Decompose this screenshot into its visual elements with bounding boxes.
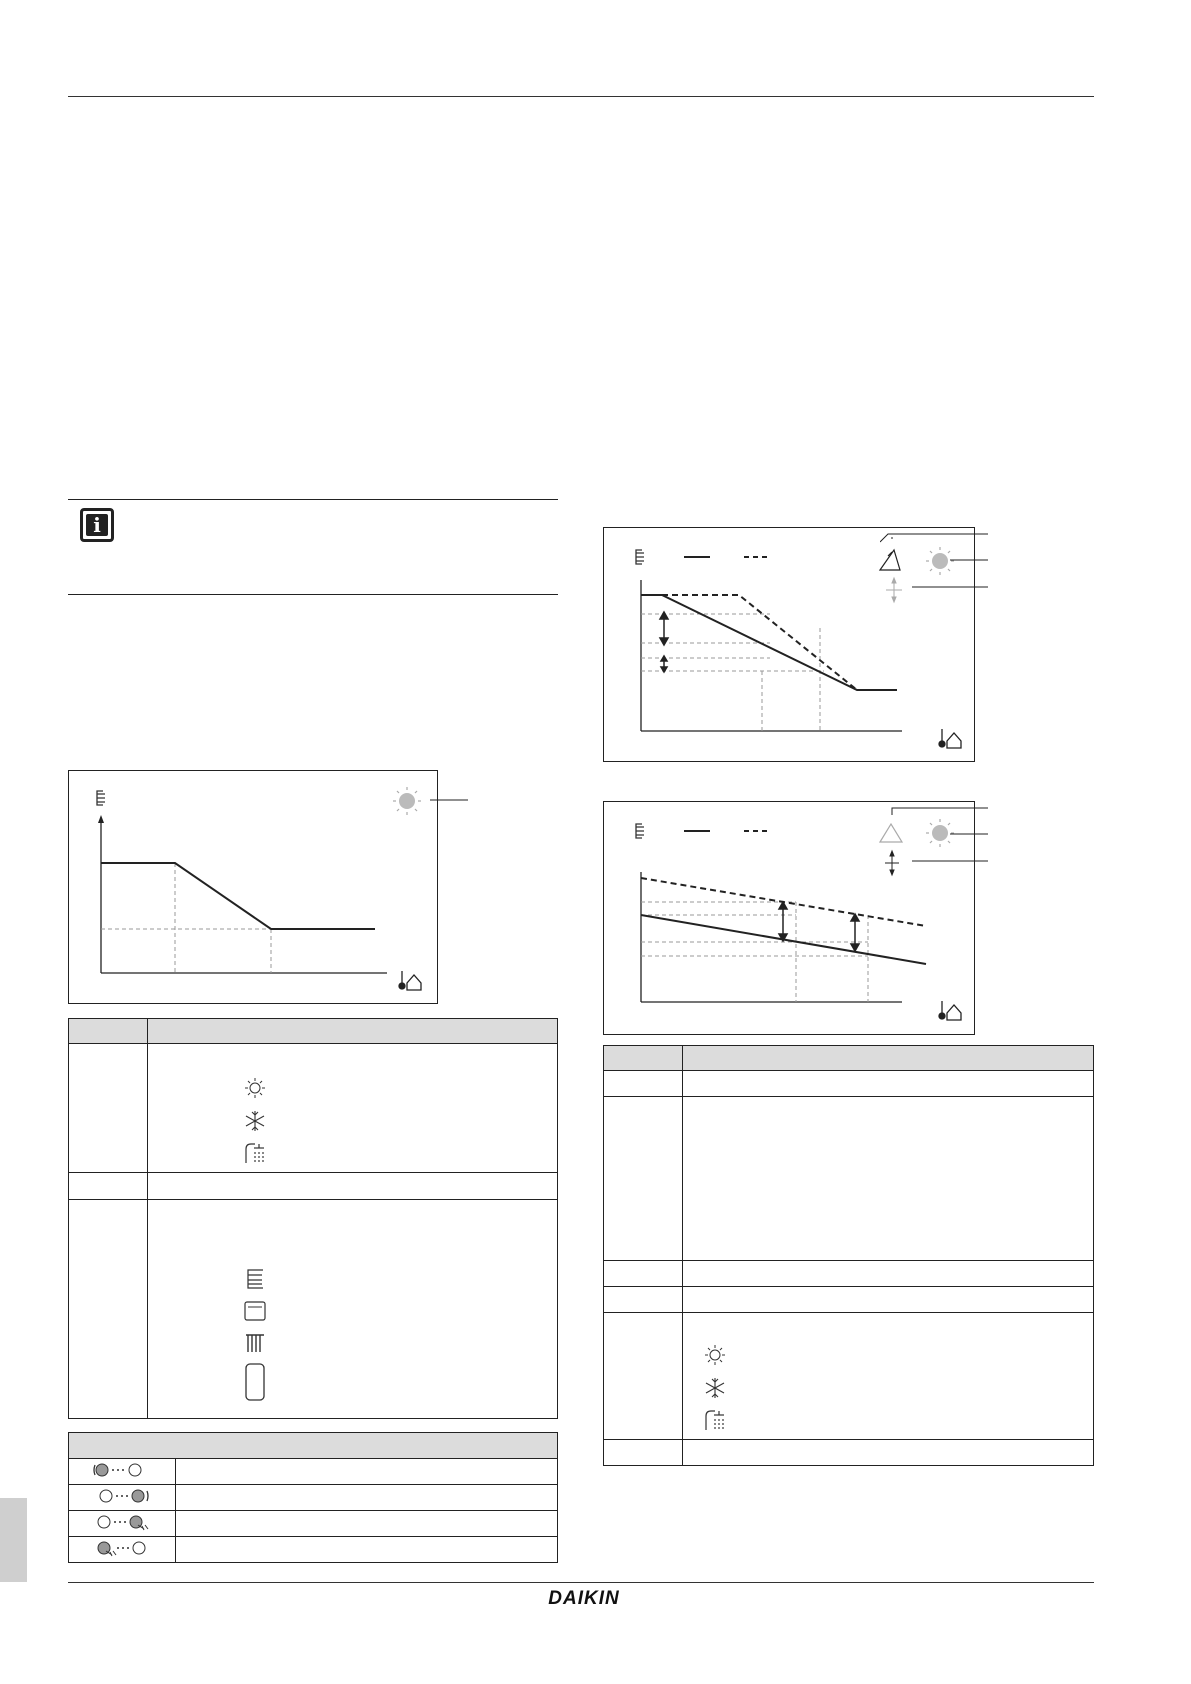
table-row [69, 1200, 558, 1419]
hot-water-tap-icon [703, 1407, 727, 1433]
table-row [604, 1440, 1094, 1466]
table-row [69, 1537, 558, 1563]
cooling-icon [243, 1108, 267, 1134]
table-buttons-header [69, 1433, 558, 1459]
table-right-header-col2 [683, 1046, 1094, 1071]
table-row [604, 1097, 1094, 1261]
heating-icon [243, 1076, 267, 1100]
underfloor-heating-icon [636, 824, 644, 838]
side-tab [0, 1498, 27, 1582]
heating-icon [703, 1343, 727, 1367]
chart-right-top-callouts [880, 530, 990, 590]
table-left-header-col1 [69, 1019, 148, 1044]
table-row [604, 1287, 1094, 1313]
table-row [69, 1485, 558, 1511]
table-left-header-col2 [148, 1019, 558, 1044]
underfloor-heating-icon [636, 550, 644, 564]
chart-left-frame [68, 770, 438, 1004]
heating-sun-icon [393, 787, 421, 815]
chart-right-bottom-callouts [880, 805, 990, 865]
table-row [69, 1044, 558, 1173]
outdoor-temperature-icon [399, 971, 421, 990]
table-row [604, 1313, 1094, 1440]
y-axis-arrow [98, 815, 104, 823]
table-row [69, 1459, 558, 1485]
cooling-icon [703, 1375, 727, 1401]
tank-icon [243, 1362, 267, 1402]
table-row [604, 1261, 1094, 1287]
left-dial-press-icon [92, 1539, 152, 1557]
radiator-icon [243, 1330, 267, 1356]
right-dial-turn-icon [92, 1487, 152, 1505]
outdoor-temperature-icon [939, 1001, 961, 1020]
table-row [604, 1071, 1094, 1097]
hot-water-tap-icon [243, 1140, 267, 1166]
outdoor-temperature-icon [939, 729, 961, 748]
left-dial-turn-icon [92, 1461, 152, 1479]
note-top-rule [68, 499, 558, 500]
underfloor-heating-icon [243, 1266, 267, 1292]
table-right-header-col1 [604, 1046, 683, 1071]
brand-logo: DAIKIN [548, 1588, 620, 1609]
info-icon: i [80, 508, 114, 542]
right-dial-press-icon [92, 1513, 152, 1531]
footer-rule [68, 1582, 1094, 1583]
chart-left [69, 771, 437, 1003]
table-right [603, 1045, 1094, 1466]
table-row [69, 1511, 558, 1537]
chart-left-callout [430, 795, 470, 805]
header-rule [68, 96, 1094, 97]
fan-coil-icon [243, 1298, 267, 1324]
note-bottom-rule [68, 594, 558, 595]
underfloor-heating-icon [97, 791, 105, 805]
table-buttons [68, 1432, 558, 1563]
table-left [68, 1018, 558, 1419]
table-row [69, 1173, 558, 1200]
weather-curve-line [101, 863, 375, 929]
